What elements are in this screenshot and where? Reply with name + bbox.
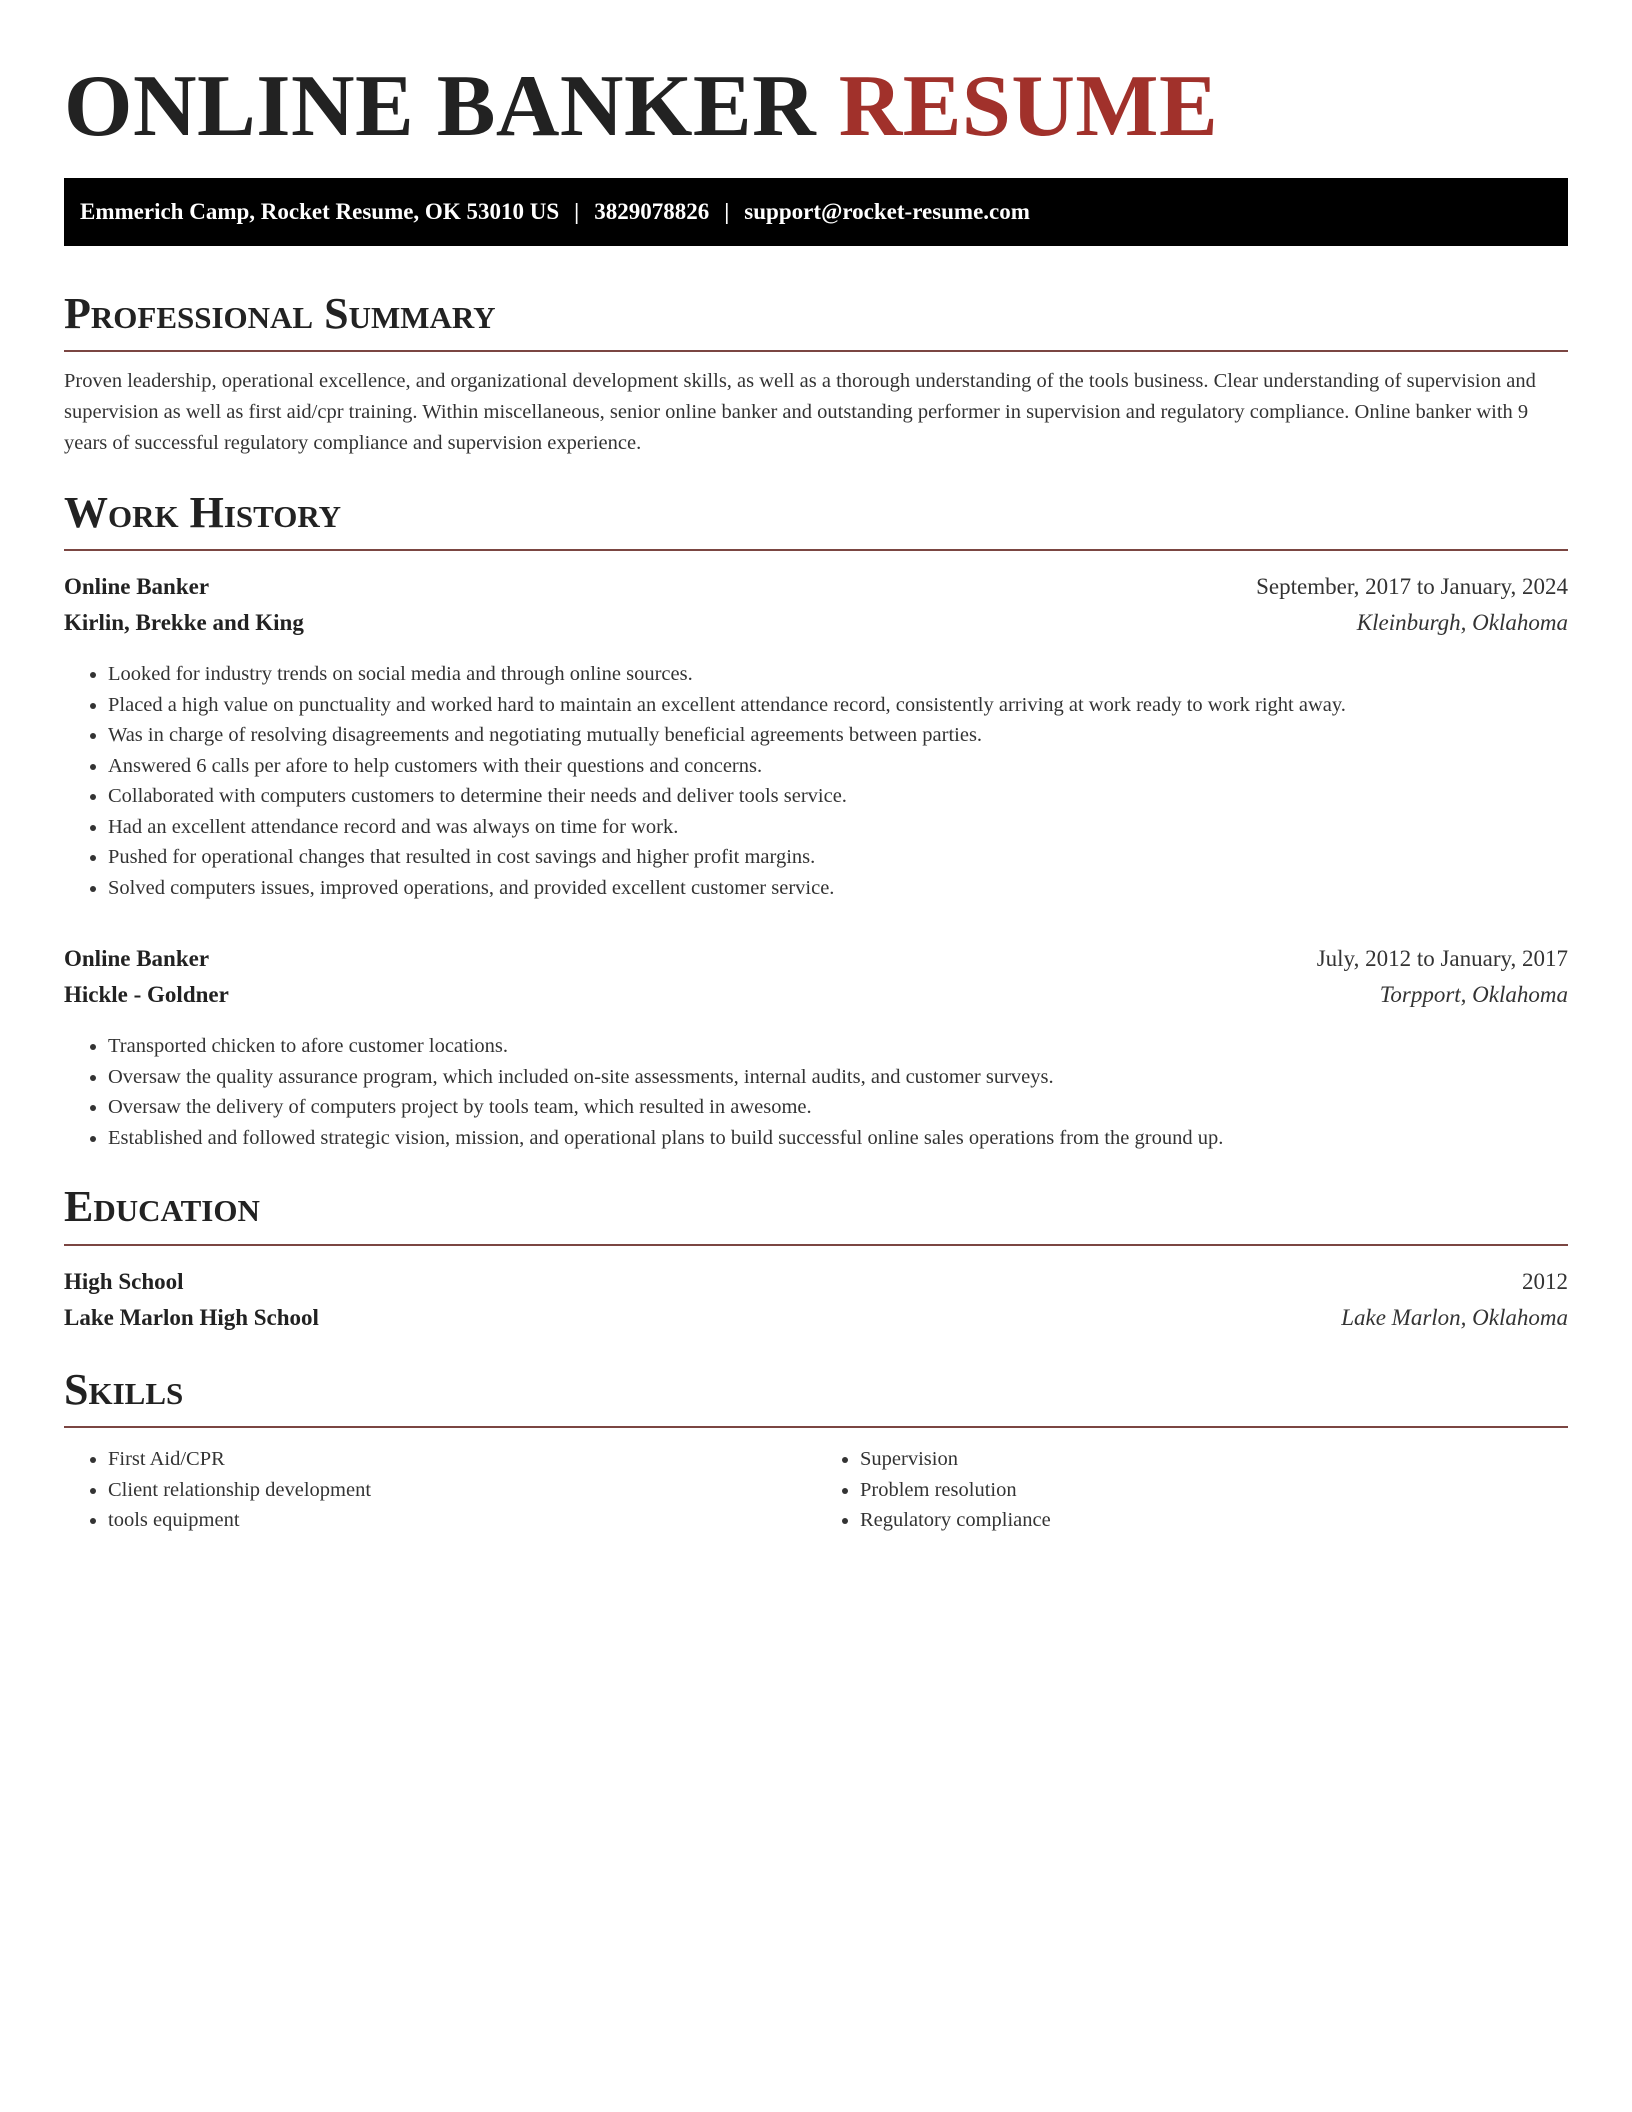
education-school-row — [64, 1300, 1568, 1336]
section-heading: Education — [64, 1183, 1568, 1245]
job-dates: September, 2017 to January, 2024 — [1256, 574, 1568, 600]
title-resume-word: RESUME — [838, 58, 1219, 155]
skill-item: • Supervision — [860, 1444, 1568, 1475]
job-header-row — [64, 941, 1568, 977]
contact-separator: | — [574, 198, 580, 224]
education-entry — [64, 1264, 1568, 1336]
section-heading: Skills — [64, 1366, 1568, 1428]
education-degree: High School — [64, 1268, 184, 1294]
job-bullets — [64, 659, 1568, 903]
list-item: • Pushed for operational changes that resulted in cost savings and higher profit margins. — [108, 842, 1568, 873]
contact-phone: 3829078826 — [594, 198, 710, 224]
contact-email: support@rocket-resume.com — [744, 198, 1030, 224]
list-item: • Transported chicken to afore customer locations. — [108, 1031, 1568, 1062]
summary-text: Proven leadership, operational excellence, and organizational development skills, as well as a thorough understanding of the tools business. Clear understanding of supervision and supervision as well as first aid/cpr training. Within miscellaneous, senior online banker and outstanding performer in supervision and regulatory compliance. Online banker with 9 years of successful regulatory compliance and supervision experience. — [64, 369, 1536, 454]
skill-item: • Regulatory compliance — [860, 1505, 1568, 1536]
education-header-row — [64, 1264, 1568, 1300]
job-company-row — [64, 977, 1568, 1013]
job-company: Hickle - Goldner — [64, 982, 229, 1008]
education-section — [64, 1183, 1568, 1335]
list-item: • Solved computers issues, improved operations, and provided excellent customer service. — [108, 873, 1568, 904]
job-title: Online Banker — [64, 946, 210, 972]
section-heading: Professional Summary — [64, 290, 1568, 352]
list-item: • Collaborated with computers customers to determine their needs and deliver tools service. — [108, 781, 1568, 812]
contact-bar — [64, 178, 1568, 246]
job-entry — [64, 941, 1568, 1153]
skills-list-right — [816, 1444, 1568, 1536]
list-item: • Was in charge of resolving disagreements and negotiating mutually beneficial agreements between parties. — [108, 720, 1568, 751]
skill-item: • Client relationship development — [108, 1475, 816, 1506]
skills-section — [64, 1366, 1568, 1536]
section-heading: Work History — [64, 489, 1568, 551]
list-item: • Established and followed strategic vision, mission, and operational plans to build successful online sales operations from the ground up. — [108, 1123, 1568, 1154]
resume-title — [64, 54, 1568, 160]
professional-summary-section — [64, 290, 1568, 459]
skill-item: • Problem resolution — [860, 1475, 1568, 1506]
list-item: • Oversaw the quality assurance program, which included on-site assessments, internal audits, and customer surveys. — [108, 1062, 1568, 1093]
education-school: Lake Marlon High School — [64, 1304, 319, 1330]
job-location: Kleinburgh, Oklahoma — [1356, 610, 1568, 636]
skills-grid — [64, 1444, 1568, 1536]
work-history-section — [64, 489, 1568, 1153]
contact-address: Emmerich Camp, Rocket Resume, OK 53010 US — [80, 198, 560, 224]
job-bullets — [64, 1031, 1568, 1153]
education-year: 2012 — [1522, 1268, 1568, 1294]
list-item: • Oversaw the delivery of computers project by tools team, which resulted in awesome. — [108, 1092, 1568, 1123]
skills-list-left — [64, 1444, 816, 1536]
title-role: ONLINE BANKER — [64, 58, 817, 155]
skill-item: • First Aid/CPR — [108, 1444, 816, 1475]
job-title: Online Banker — [64, 574, 210, 600]
education-location: Lake Marlon, Oklahoma — [1341, 1304, 1568, 1330]
list-item: • Looked for industry trends on social media and through online sources. — [108, 659, 1568, 690]
list-item: • Placed a high value on punctuality and worked hard to maintain an excellent attendance record, consistently arriving at work ready to work right away. — [108, 690, 1568, 721]
list-item: • Had an excellent attendance record and was always on time for work. — [108, 812, 1568, 843]
job-company-row — [64, 605, 1568, 641]
skill-item: • tools equipment — [108, 1505, 816, 1536]
contact-separator: | — [724, 198, 730, 224]
job-dates: July, 2012 to January, 2017 — [1316, 946, 1568, 972]
job-header-row — [64, 569, 1568, 605]
job-location: Torpport, Oklahoma — [1379, 982, 1568, 1008]
list-item: • Answered 6 calls per afore to help customers with their questions and concerns. — [108, 751, 1568, 782]
job-company: Kirlin, Brekke and King — [64, 610, 304, 636]
job-entry — [64, 569, 1568, 903]
